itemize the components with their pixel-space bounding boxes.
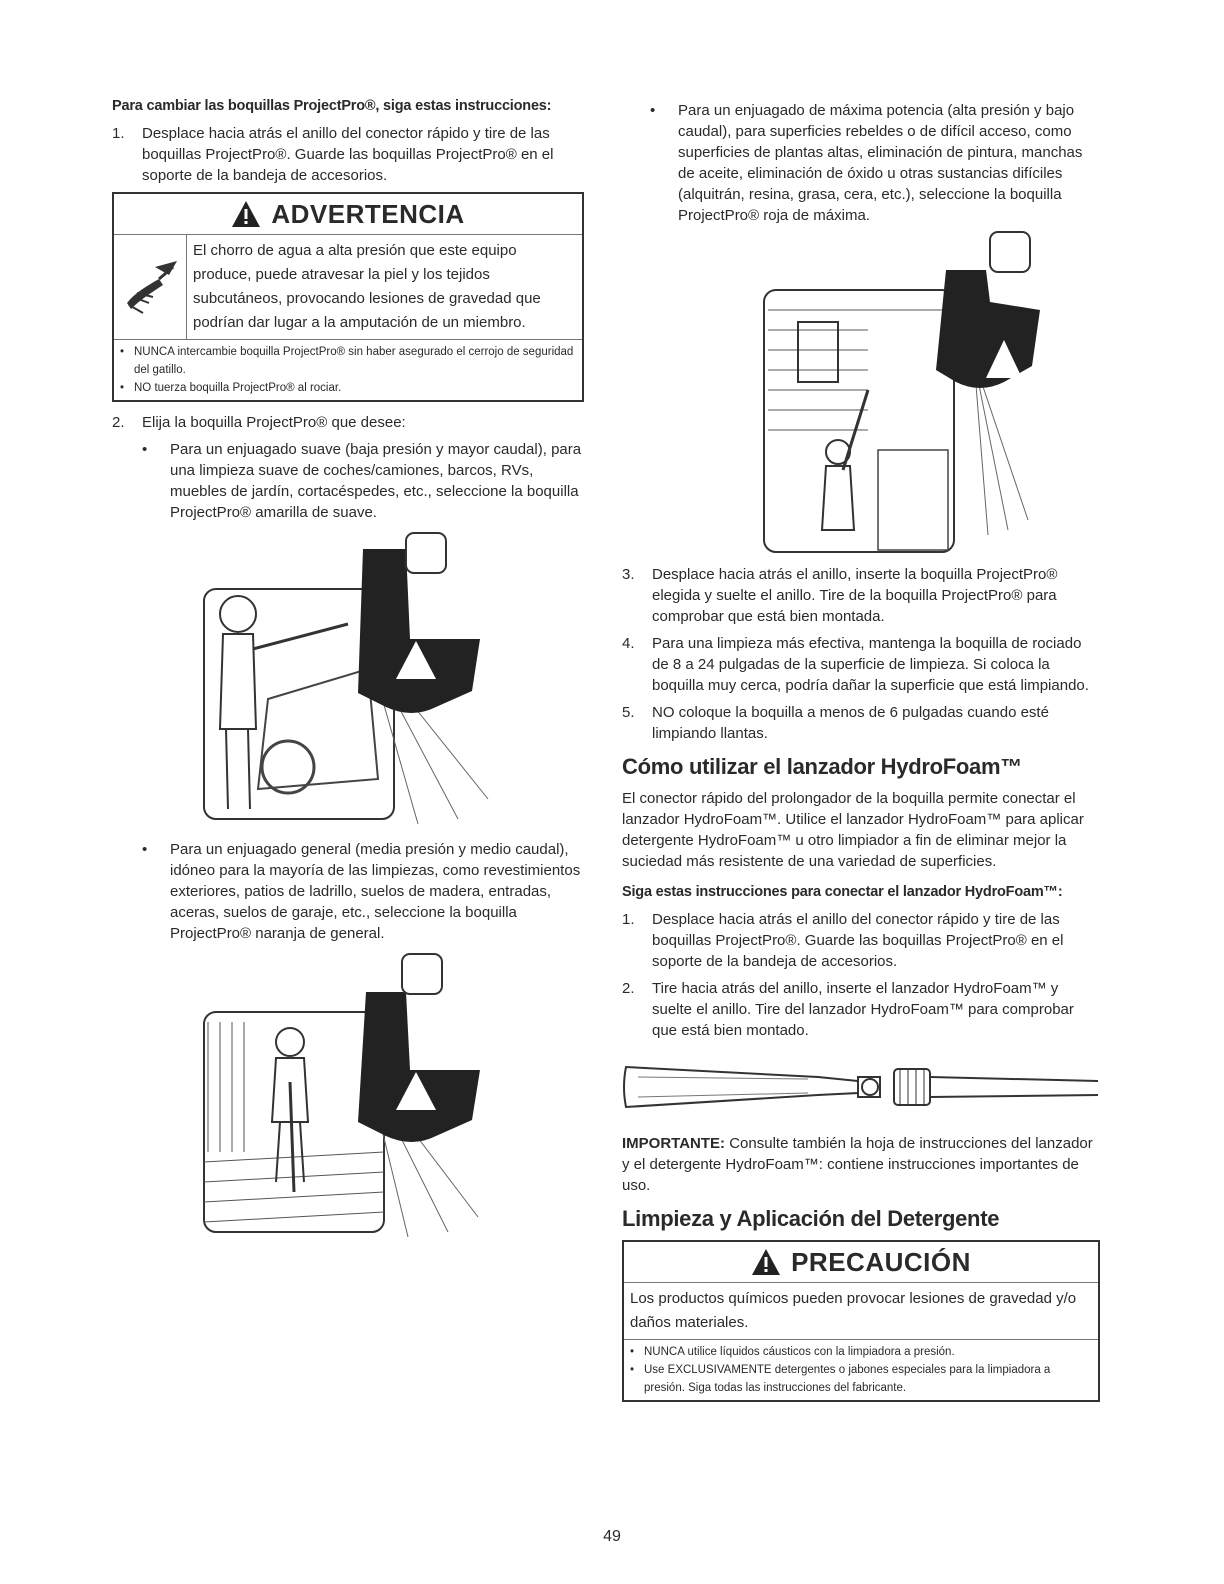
foam-launcher-illustration — [618, 1047, 1102, 1127]
step-text: Desplace hacia atrás el anillo, inserte la boquilla ProjectPro® elegida y suelte el anillo. Tire de la boquilla ProjectPro® para comprobar que está bien montada. — [652, 566, 1058, 625]
step-3 — [622, 564, 1094, 627]
hydrofoam-subheading: Siga estas instrucciones para conectar el lanzador HydroFoam™: — [622, 884, 1063, 900]
warning-text: El chorro de agua a alta presión que este equipo produce, puede atravesar la piel y los tejidos subcutáneos, provocando lesiones de gravedad que podrían dar lugar a la amputación de un miembro. — [193, 242, 541, 331]
caution-box — [622, 1240, 1100, 1402]
step-2 — [112, 412, 584, 433]
hydrofoam-step-1 — [622, 909, 1094, 972]
step-text: Elija la boquilla ProjectPro® que desee: — [142, 414, 406, 431]
change-nozzles-subheading: Para cambiar las boquillas ProjectPro®, siga estas instrucciones: — [112, 98, 552, 114]
warning-title: ADVERTENCIA — [271, 198, 465, 229]
step-number: 2. — [112, 414, 125, 431]
page-number: 49 — [603, 1528, 621, 1545]
caution-bullet: • Use EXCLUSIVAMENTE detergentes o jabones especiales para la limpiadora a presión. Siga todas las instrucciones del fabricante. — [630, 1364, 1051, 1394]
detergent-heading: Limpieza y Aplicación del Detergente — [622, 1206, 1000, 1231]
warning-main — [114, 235, 582, 340]
hydrofoam-paragraph: El conector rápido del prolongador de la boquilla permite conectar el lanzador HydroFoam™. Utilice el lanzador HydroFoam™ para aplicar detergente HydroFoam™ u otro limpiador a fin de eliminar mejor la suciedad más resistente de una variedad de superficies. — [622, 790, 1084, 870]
house-washing-illustration — [668, 230, 1048, 560]
caution-title: PRECAUCIÓN — [791, 1246, 971, 1277]
step-text: NO coloque la boquilla a menos de 6 pulgadas cuando esté limpiando llantas. — [652, 704, 1049, 742]
right-column — [622, 96, 1094, 1412]
hydrofoam-step-2 — [622, 978, 1094, 1041]
important-label: IMPORTANTE: — [622, 1135, 726, 1152]
caution-title-bar — [624, 1242, 1098, 1283]
important-note — [622, 1133, 1094, 1196]
warning-bullet: • NO tuerza boquilla ProjectPro® al rociar. — [120, 382, 342, 394]
step-4 — [622, 633, 1094, 696]
warning-bullet: • NUNCA intercambie boquilla ProjectPro® sin haber asegurado el cerrojo de seguridad del gatillo. — [120, 346, 574, 376]
orange-nozzle-bullet: • Para un enjuagado general (media presión y medio caudal), idóneo para la mayoría de las limpiezas, como revestimientos exteriores, patios de ladrillo, suelos de madera, entradas, aceras, suelos de garaje, etc., seleccione la boquilla ProjectPro® naranja de general. — [142, 841, 581, 942]
step-number: 5. — [622, 704, 635, 721]
step-number: 1. — [112, 125, 125, 142]
step-number: 4. — [622, 635, 635, 652]
important-text: Consulte también la hoja de instrucciones del lanzador y el detergente HydroFoam™: contiene instrucciones importantes de uso. — [622, 1135, 1093, 1194]
injection-hazard-icon — [114, 235, 187, 339]
caution-text: Los productos químicos pueden provocar lesiones de gravedad y/o daños materiales. — [630, 1290, 1077, 1331]
yellow-nozzle-bullet: • Para un enjuagado suave (baja presión y mayor caudal), para una limpieza suave de coches/camiones, barcos, RVs, muebles de jardín, cortacéspedes, etc., seleccione la boquilla ProjectPro® amarilla de suave. — [142, 441, 582, 521]
step-text: Desplace hacia atrás el anillo del conector rápido y tire de las boquillas ProjectPro®. Guarde las boquillas ProjectPro® en el soporte de la bandeja de accesorios. — [142, 125, 554, 184]
caution-main — [624, 1283, 1098, 1340]
warning-bullets — [114, 340, 582, 400]
step-1 — [112, 123, 584, 186]
step-text: Desplace hacia atrás el anillo del conector rápido y tire de las boquillas ProjectPro®. Guarde las boquillas ProjectPro® en el soporte de la bandeja de accesorios. — [652, 911, 1064, 970]
warning-box — [112, 192, 584, 402]
step-number: 1. — [622, 911, 635, 928]
caution-bullet: • NUNCA utilice líquidos cáusticos con la limpiadora a presión. — [630, 1346, 955, 1358]
hydrofoam-heading: Cómo utilizar el lanzador HydroFoam™ — [622, 754, 1022, 779]
warning-triangle-icon — [231, 200, 261, 228]
step-5 — [622, 702, 1094, 744]
left-column — [112, 96, 584, 1242]
warning-triangle-icon — [751, 1248, 781, 1276]
warning-title-bar — [114, 194, 582, 235]
deck-washing-illustration — [198, 952, 498, 1242]
step-number: 3. — [622, 566, 635, 583]
car-washing-illustration — [198, 529, 498, 829]
caution-bullets — [624, 1340, 1098, 1400]
step-number: 2. — [622, 980, 635, 997]
red-nozzle-bullet: • Para un enjuagado de máxima potencia (alta presión y bajo caudal), para superficies rebeldes o de difícil acceso, como superficies de plantas altas, eliminación de pintura, manchas de aceite, eliminación de óxido u otras sustancias difíciles (alquitrán, resina, grasa, cera, etc.), seleccione la boquilla ProjectPro® roja de máxima. — [650, 102, 1083, 224]
step-text: Para una limpieza más efectiva, mantenga la boquilla de rociado de 8 a 24 pulgadas de la superficie de limpieza. Si coloca la boquilla muy cerca, podría dañar la superficie que está limpiando. — [652, 635, 1089, 694]
step-text: Tire hacia atrás del anillo, inserte el lanzador HydroFoam™ y suelte el anillo. Tire del lanzador HydroFoam™ para comprobar que está bien montado. — [652, 980, 1074, 1039]
